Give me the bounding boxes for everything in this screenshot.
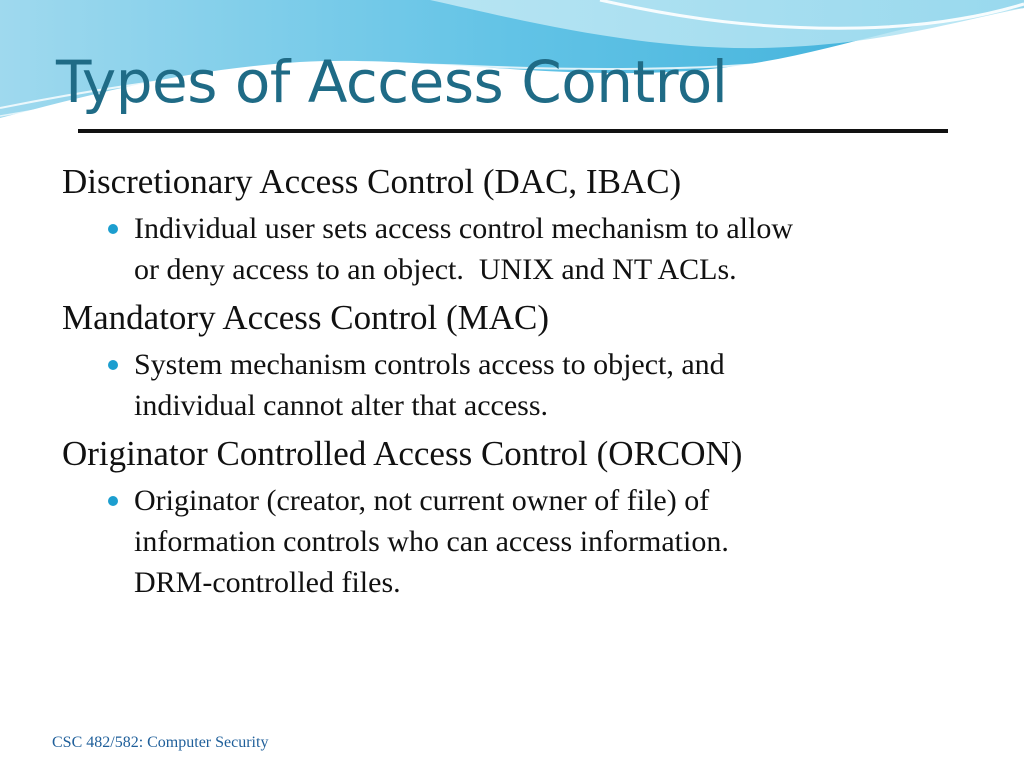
bullet-dot-icon [108,360,118,370]
section-heading-mac: Mandatory Access Control (MAC) [62,298,550,337]
bullet-line: Originator (creator, not current owner of file) of [134,484,710,517]
bullet-line: Individual user sets access control mechanism to allow [134,212,793,245]
bullet-line: individual cannot alter that access. [134,389,549,422]
bullet-line: information controls who can access information. [134,525,729,558]
section-heading-orcon: Originator Controlled Access Control (ORCON) [62,434,743,473]
title-underline [78,129,948,133]
bullet-line: System mechanism controls access to object, and [134,348,725,381]
bullet-dot-icon [108,224,118,234]
bullet-mac [134,344,962,426]
slide-content [62,160,962,609]
bullet-line: or deny access to an object. UNIX and NT ACLs. [134,253,737,286]
bullet-orcon [134,480,962,603]
bullet-line: DRM-controlled files. [134,566,401,599]
section-heading-dac: Discretionary Access Control (DAC, IBAC) [62,162,682,201]
slide-footer: CSC 482/582: Computer Security [52,734,269,751]
bullet-dac [134,208,962,290]
bullet-dot-icon [108,496,118,506]
slide-title: Types of Access Control [56,48,728,116]
